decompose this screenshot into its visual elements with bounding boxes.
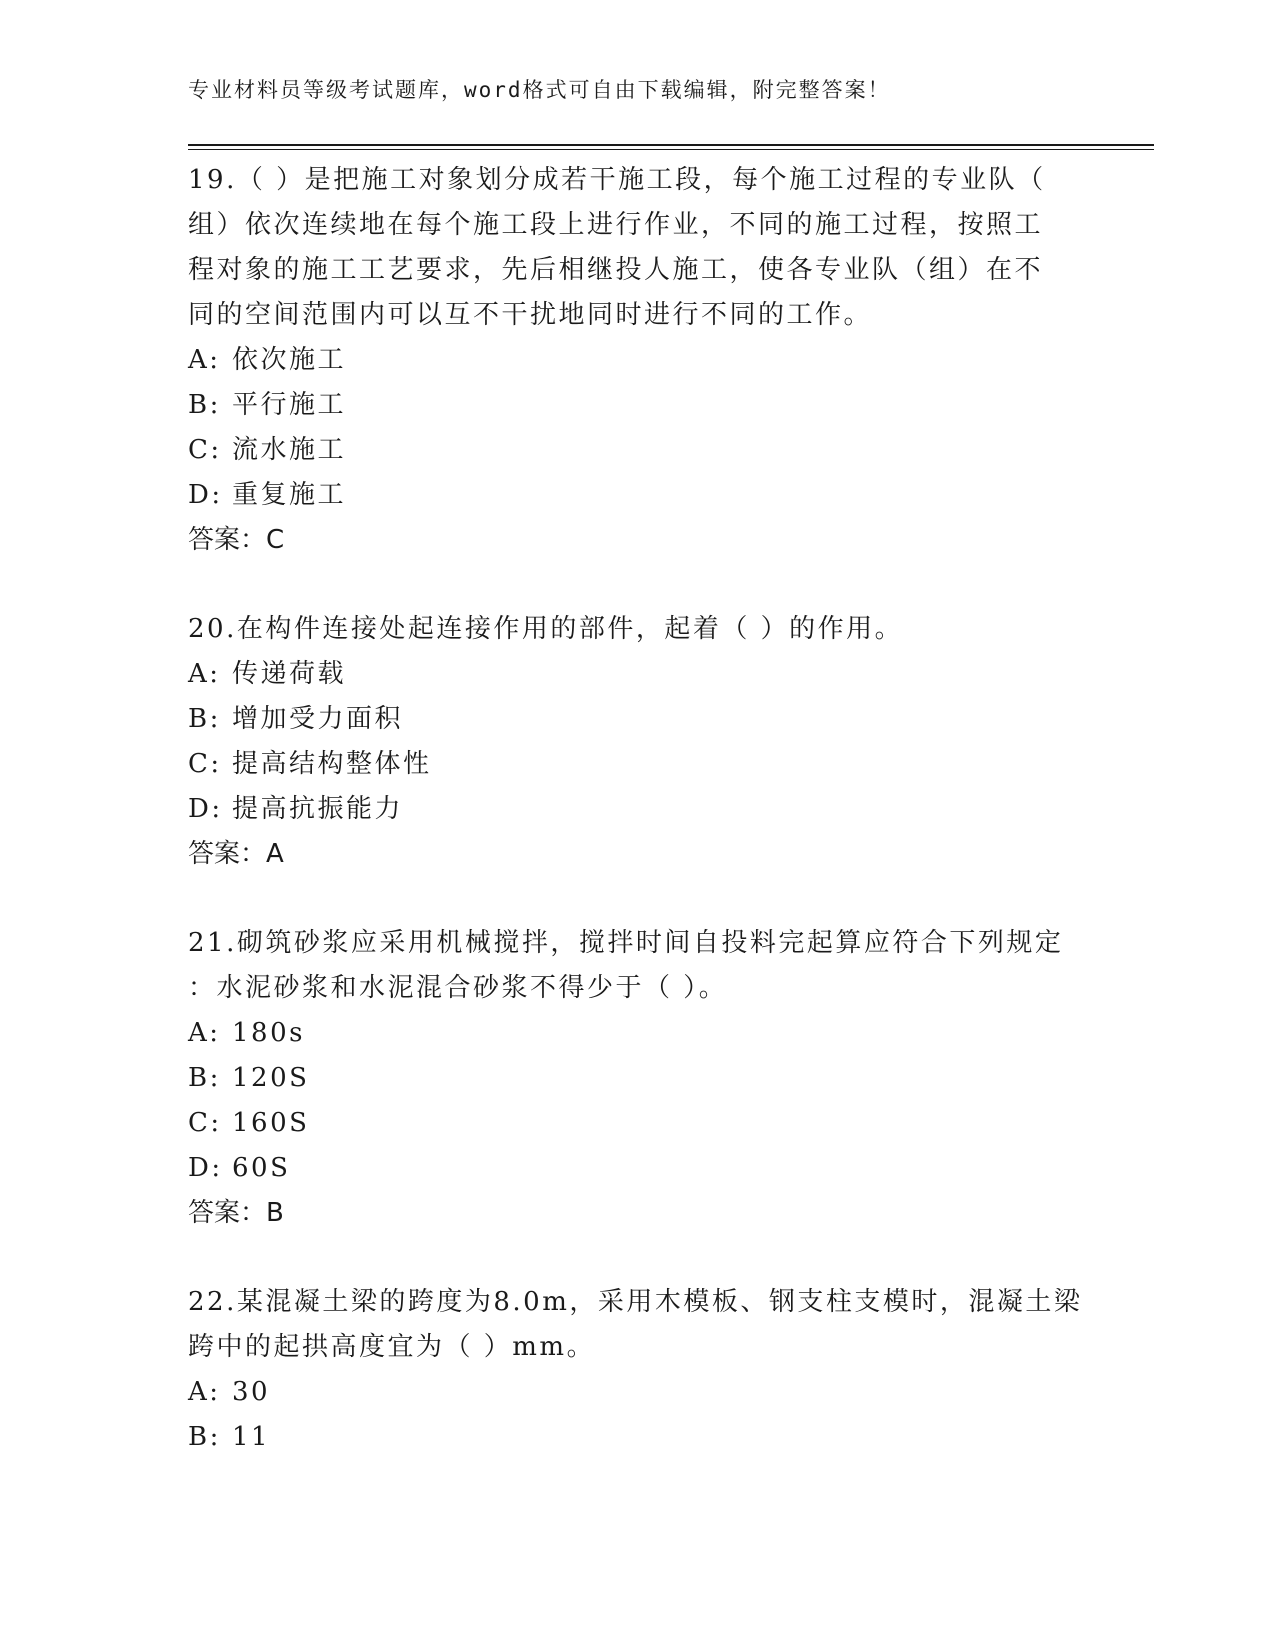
option-key: A:: [188, 345, 221, 375]
option-key: B:: [188, 1422, 221, 1452]
option-key: B:: [188, 390, 221, 420]
option-text: 提高结构整体性: [232, 749, 432, 779]
option-b: [188, 697, 1088, 742]
option-text: 流水施工: [232, 435, 347, 465]
option-key: D:: [188, 1153, 223, 1183]
option-d: [188, 473, 1088, 518]
option-c: [188, 428, 1088, 473]
option-c: [188, 742, 1088, 787]
option-d: [188, 1146, 1088, 1191]
answer: 答案：A: [188, 839, 284, 869]
option-text: 30: [232, 1377, 271, 1407]
answer: 答案：C: [188, 525, 285, 555]
option-text: 平行施工: [232, 390, 347, 420]
option-a: [188, 1011, 1088, 1056]
option-key: C:: [188, 1108, 222, 1138]
option-text: 传递荷载: [232, 659, 347, 689]
question-22: [188, 1280, 1088, 1460]
question-stem-line: 同的空间范围内可以互不干扰地同时进行不同的工作。: [188, 300, 873, 330]
question-21: [188, 921, 1088, 1236]
option-key: D:: [188, 480, 223, 510]
option-key: D:: [188, 794, 223, 824]
page-header: 专业材料员等级考试题库，word格式可自由下载编辑，附完整答案！: [188, 78, 891, 102]
option-text: 160S: [232, 1108, 310, 1138]
header-divider: [188, 144, 1154, 150]
option-text: 180s: [232, 1018, 305, 1048]
option-text: 60S: [232, 1153, 291, 1183]
question-stem-line: 组）依次连续地在每个施工段上进行作业，不同的施工过程，按照工: [188, 210, 1044, 240]
option-key: A:: [188, 1018, 221, 1048]
option-key: C:: [188, 749, 222, 779]
option-text: 依次施工: [232, 345, 347, 375]
question-stem-line: 19.（ ）是把施工对象划分成若干施工段，每个施工过程的专业队（: [188, 165, 1046, 195]
option-a: [188, 338, 1088, 383]
question-stem-line: ：水泥砂浆和水泥混合砂浆不得少于（ ）。: [188, 973, 728, 1003]
option-a: [188, 652, 1088, 697]
option-d: [188, 787, 1088, 832]
option-text: 增加受力面积: [232, 704, 404, 734]
option-key: B:: [188, 1063, 221, 1093]
option-b: [188, 383, 1088, 428]
question-stem-line: 20.在构件连接处起连接作用的部件，起着（ ）的作用。: [188, 614, 904, 644]
option-key: C:: [188, 435, 222, 465]
option-b: [188, 1415, 1088, 1460]
option-a: [188, 1370, 1088, 1415]
question-stem-line: 21.砌筑砂浆应采用机械搅拌，搅拌时间自投料完起算应符合下列规定: [188, 928, 1064, 958]
question-stem-line: 程对象的施工工艺要求，先后相继投人施工，使各专业队（组）在不: [188, 255, 1044, 285]
question-list: [188, 158, 1088, 1504]
answer: 答案：B: [188, 1198, 284, 1228]
question-stem-line: 22.某混凝土梁的跨度为8.0m，采用木模板、钢支柱支模时，混凝土梁: [188, 1287, 1083, 1317]
option-text: 提高抗振能力: [232, 794, 404, 824]
question-20: [188, 607, 1088, 877]
option-text: 11: [232, 1422, 271, 1452]
option-b: [188, 1056, 1088, 1101]
option-key: A:: [188, 1377, 221, 1407]
option-key: A:: [188, 659, 221, 689]
option-c: [188, 1101, 1088, 1146]
option-text: 重复施工: [232, 480, 347, 510]
question-stem-line: 跨中的起拱高度宜为（ ）mm。: [188, 1332, 596, 1362]
option-key: B:: [188, 704, 221, 734]
option-text: 120S: [232, 1063, 310, 1093]
question-19: [188, 158, 1088, 563]
